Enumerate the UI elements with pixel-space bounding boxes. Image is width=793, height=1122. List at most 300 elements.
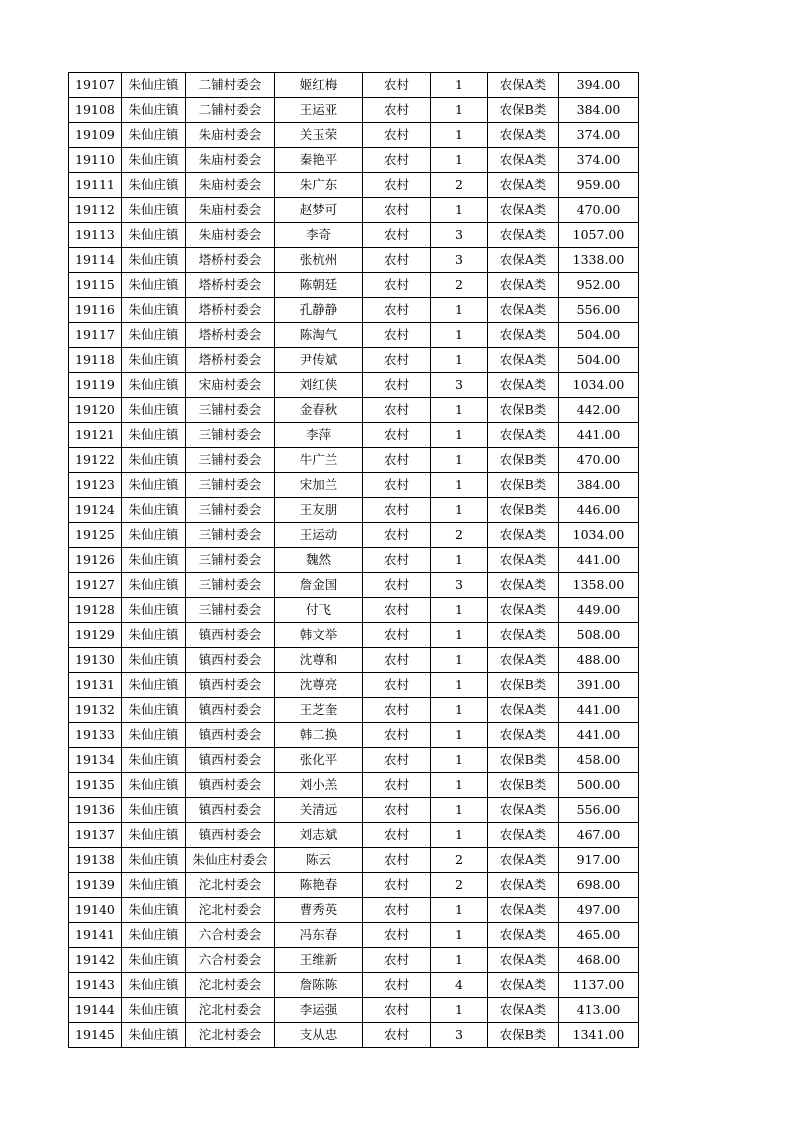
person-name-cell: 王维新 [275, 948, 363, 973]
record-id-cell: 19140 [69, 898, 122, 923]
member-count-cell: 1 [431, 448, 488, 473]
table-row [69, 648, 639, 673]
member-count-cell: 1 [431, 123, 488, 148]
village-committee-cell: 镇西村委会 [186, 773, 275, 798]
person-name-cell: 王运动 [275, 523, 363, 548]
town-cell: 朱仙庄镇 [122, 798, 186, 823]
insurance-category-cell: 农保A类 [488, 973, 559, 998]
person-name-cell: 关玉荣 [275, 123, 363, 148]
member-count-cell: 3 [431, 573, 488, 598]
household-type-cell: 农村 [363, 423, 431, 448]
table-row [69, 298, 639, 323]
town-cell: 朱仙庄镇 [122, 998, 186, 1023]
table-row [69, 148, 639, 173]
amount-cell: 1137.00 [559, 973, 639, 998]
person-name-cell: 刘志斌 [275, 823, 363, 848]
town-cell: 朱仙庄镇 [122, 723, 186, 748]
town-cell: 朱仙庄镇 [122, 948, 186, 973]
household-type-cell: 农村 [363, 373, 431, 398]
record-id-cell: 19119 [69, 373, 122, 398]
town-cell: 朱仙庄镇 [122, 398, 186, 423]
town-cell: 朱仙庄镇 [122, 848, 186, 873]
household-type-cell: 农村 [363, 623, 431, 648]
village-committee-cell: 三铺村委会 [186, 398, 275, 423]
record-id-cell: 19135 [69, 773, 122, 798]
person-name-cell: 刘小羔 [275, 773, 363, 798]
household-type-cell: 农村 [363, 698, 431, 723]
member-count-cell: 1 [431, 748, 488, 773]
town-cell: 朱仙庄镇 [122, 423, 186, 448]
member-count-cell: 1 [431, 948, 488, 973]
roster-body [69, 73, 639, 1048]
member-count-cell: 1 [431, 73, 488, 98]
town-cell: 朱仙庄镇 [122, 98, 186, 123]
household-type-cell: 农村 [363, 248, 431, 273]
household-type-cell: 农村 [363, 123, 431, 148]
household-type-cell: 农村 [363, 498, 431, 523]
amount-cell: 504.00 [559, 323, 639, 348]
record-id-cell: 19142 [69, 948, 122, 973]
amount-cell: 1034.00 [559, 373, 639, 398]
table-row [69, 273, 639, 298]
member-count-cell: 1 [431, 723, 488, 748]
village-committee-cell: 沱北村委会 [186, 973, 275, 998]
amount-cell: 504.00 [559, 348, 639, 373]
record-id-cell: 19112 [69, 198, 122, 223]
amount-cell: 556.00 [559, 798, 639, 823]
insurance-category-cell: 农保A类 [488, 623, 559, 648]
town-cell: 朱仙庄镇 [122, 648, 186, 673]
amount-cell: 959.00 [559, 173, 639, 198]
record-id-cell: 19136 [69, 798, 122, 823]
person-name-cell: 沈尊亮 [275, 673, 363, 698]
table-row [69, 1023, 639, 1048]
amount-cell: 441.00 [559, 423, 639, 448]
table-row [69, 373, 639, 398]
household-type-cell: 农村 [363, 223, 431, 248]
member-count-cell: 2 [431, 273, 488, 298]
village-committee-cell: 沱北村委会 [186, 998, 275, 1023]
table-row [69, 473, 639, 498]
table-row [69, 948, 639, 973]
member-count-cell: 1 [431, 923, 488, 948]
village-committee-cell: 沱北村委会 [186, 873, 275, 898]
town-cell: 朱仙庄镇 [122, 198, 186, 223]
town-cell: 朱仙庄镇 [122, 248, 186, 273]
member-count-cell: 3 [431, 248, 488, 273]
town-cell: 朱仙庄镇 [122, 623, 186, 648]
member-count-cell: 2 [431, 873, 488, 898]
household-type-cell: 农村 [363, 198, 431, 223]
amount-cell: 442.00 [559, 398, 639, 423]
town-cell: 朱仙庄镇 [122, 823, 186, 848]
table-row [69, 898, 639, 923]
village-committee-cell: 三铺村委会 [186, 523, 275, 548]
record-id-cell: 19125 [69, 523, 122, 548]
person-name-cell: 支从忠 [275, 1023, 363, 1048]
household-type-cell: 农村 [363, 273, 431, 298]
insurance-category-cell: 农保A类 [488, 548, 559, 573]
amount-cell: 1358.00 [559, 573, 639, 598]
insurance-category-cell: 农保A类 [488, 173, 559, 198]
member-count-cell: 1 [431, 473, 488, 498]
member-count-cell: 1 [431, 648, 488, 673]
table-row [69, 698, 639, 723]
table-row [69, 523, 639, 548]
insurance-category-cell: 农保A类 [488, 373, 559, 398]
record-id-cell: 19144 [69, 998, 122, 1023]
member-count-cell: 2 [431, 848, 488, 873]
insurance-category-cell: 农保A类 [488, 948, 559, 973]
record-id-cell: 19141 [69, 923, 122, 948]
town-cell: 朱仙庄镇 [122, 698, 186, 723]
village-committee-cell: 二铺村委会 [186, 98, 275, 123]
town-cell: 朱仙庄镇 [122, 548, 186, 573]
amount-cell: 508.00 [559, 623, 639, 648]
amount-cell: 500.00 [559, 773, 639, 798]
village-committee-cell: 三铺村委会 [186, 423, 275, 448]
record-id-cell: 19115 [69, 273, 122, 298]
household-type-cell: 农村 [363, 98, 431, 123]
insurance-category-cell: 农保B类 [488, 673, 559, 698]
amount-cell: 468.00 [559, 948, 639, 973]
person-name-cell: 关清远 [275, 798, 363, 823]
village-committee-cell: 塔桥村委会 [186, 273, 275, 298]
member-count-cell: 1 [431, 823, 488, 848]
person-name-cell: 韩文举 [275, 623, 363, 648]
person-name-cell: 张化平 [275, 748, 363, 773]
record-id-cell: 19132 [69, 698, 122, 723]
table-row [69, 923, 639, 948]
record-id-cell: 19134 [69, 748, 122, 773]
record-id-cell: 19108 [69, 98, 122, 123]
insurance-category-cell: 农保B类 [488, 498, 559, 523]
record-id-cell: 19128 [69, 598, 122, 623]
person-name-cell: 李运强 [275, 998, 363, 1023]
record-id-cell: 19133 [69, 723, 122, 748]
record-id-cell: 19143 [69, 973, 122, 998]
village-committee-cell: 塔桥村委会 [186, 248, 275, 273]
record-id-cell: 19138 [69, 848, 122, 873]
household-type-cell: 农村 [363, 598, 431, 623]
household-type-cell: 农村 [363, 73, 431, 98]
town-cell: 朱仙庄镇 [122, 873, 186, 898]
amount-cell: 449.00 [559, 598, 639, 623]
household-type-cell: 农村 [363, 398, 431, 423]
member-count-cell: 1 [431, 98, 488, 123]
village-committee-cell: 朱庙村委会 [186, 173, 275, 198]
insurance-category-cell: 农保B类 [488, 1023, 559, 1048]
record-id-cell: 19123 [69, 473, 122, 498]
member-count-cell: 2 [431, 173, 488, 198]
insurance-category-cell: 农保A类 [488, 648, 559, 673]
table-row [69, 73, 639, 98]
household-type-cell: 农村 [363, 473, 431, 498]
record-id-cell: 19145 [69, 1023, 122, 1048]
village-committee-cell: 二铺村委会 [186, 73, 275, 98]
person-name-cell: 陈艳春 [275, 873, 363, 898]
person-name-cell: 付飞 [275, 598, 363, 623]
village-committee-cell: 朱庙村委会 [186, 148, 275, 173]
town-cell: 朱仙庄镇 [122, 123, 186, 148]
member-count-cell: 1 [431, 623, 488, 648]
town-cell: 朱仙庄镇 [122, 523, 186, 548]
town-cell: 朱仙庄镇 [122, 673, 186, 698]
table-row [69, 173, 639, 198]
household-type-cell: 农村 [363, 873, 431, 898]
person-name-cell: 刘红侠 [275, 373, 363, 398]
table-row [69, 998, 639, 1023]
record-id-cell: 19116 [69, 298, 122, 323]
town-cell: 朱仙庄镇 [122, 973, 186, 998]
table-row [69, 198, 639, 223]
record-id-cell: 19126 [69, 548, 122, 573]
table-row [69, 323, 639, 348]
amount-cell: 391.00 [559, 673, 639, 698]
household-type-cell: 农村 [363, 173, 431, 198]
member-count-cell: 1 [431, 348, 488, 373]
town-cell: 朱仙庄镇 [122, 748, 186, 773]
person-name-cell: 姬红梅 [275, 73, 363, 98]
insurance-category-cell: 农保A类 [488, 598, 559, 623]
village-committee-cell: 宋庙村委会 [186, 373, 275, 398]
member-count-cell: 1 [431, 298, 488, 323]
record-id-cell: 19124 [69, 498, 122, 523]
record-id-cell: 19139 [69, 873, 122, 898]
person-name-cell: 魏然 [275, 548, 363, 573]
table-row [69, 448, 639, 473]
person-name-cell: 陈淘气 [275, 323, 363, 348]
person-name-cell: 秦艳平 [275, 148, 363, 173]
household-type-cell: 农村 [363, 523, 431, 548]
village-committee-cell: 三铺村委会 [186, 498, 275, 523]
person-name-cell: 沈尊和 [275, 648, 363, 673]
member-count-cell: 3 [431, 223, 488, 248]
table-row [69, 98, 639, 123]
table-row [69, 498, 639, 523]
household-type-cell: 农村 [363, 748, 431, 773]
record-id-cell: 19107 [69, 73, 122, 98]
household-type-cell: 农村 [363, 148, 431, 173]
roster-table [68, 72, 639, 1048]
amount-cell: 556.00 [559, 298, 639, 323]
member-count-cell: 1 [431, 773, 488, 798]
amount-cell: 413.00 [559, 998, 639, 1023]
member-count-cell: 3 [431, 1023, 488, 1048]
member-count-cell: 1 [431, 498, 488, 523]
amount-cell: 374.00 [559, 123, 639, 148]
person-name-cell: 陈云 [275, 848, 363, 873]
amount-cell: 1338.00 [559, 248, 639, 273]
member-count-cell: 2 [431, 523, 488, 548]
record-id-cell: 19121 [69, 423, 122, 448]
village-committee-cell: 塔桥村委会 [186, 348, 275, 373]
amount-cell: 1034.00 [559, 523, 639, 548]
table-row [69, 823, 639, 848]
insurance-category-cell: 农保A类 [488, 898, 559, 923]
amount-cell: 698.00 [559, 873, 639, 898]
member-count-cell: 1 [431, 798, 488, 823]
town-cell: 朱仙庄镇 [122, 298, 186, 323]
village-committee-cell: 镇西村委会 [186, 698, 275, 723]
record-id-cell: 19114 [69, 248, 122, 273]
village-committee-cell: 镇西村委会 [186, 748, 275, 773]
amount-cell: 952.00 [559, 273, 639, 298]
town-cell: 朱仙庄镇 [122, 448, 186, 473]
person-name-cell: 孔静静 [275, 298, 363, 323]
member-count-cell: 1 [431, 198, 488, 223]
amount-cell: 488.00 [559, 648, 639, 673]
insurance-category-cell: 农保A类 [488, 73, 559, 98]
member-count-cell: 1 [431, 423, 488, 448]
table-row [69, 798, 639, 823]
table-row [69, 248, 639, 273]
member-count-cell: 1 [431, 698, 488, 723]
town-cell: 朱仙庄镇 [122, 773, 186, 798]
person-name-cell: 冯东春 [275, 923, 363, 948]
amount-cell: 470.00 [559, 198, 639, 223]
household-type-cell: 农村 [363, 973, 431, 998]
household-type-cell: 农村 [363, 548, 431, 573]
village-committee-cell: 镇西村委会 [186, 648, 275, 673]
table-row [69, 573, 639, 598]
amount-cell: 394.00 [559, 73, 639, 98]
member-count-cell: 3 [431, 373, 488, 398]
insurance-category-cell: 农保A类 [488, 723, 559, 748]
household-type-cell: 农村 [363, 798, 431, 823]
household-type-cell: 农村 [363, 348, 431, 373]
village-committee-cell: 朱庙村委会 [186, 223, 275, 248]
household-type-cell: 农村 [363, 323, 431, 348]
table-row [69, 673, 639, 698]
person-name-cell: 王友朋 [275, 498, 363, 523]
village-committee-cell: 朱庙村委会 [186, 198, 275, 223]
amount-cell: 384.00 [559, 473, 639, 498]
household-type-cell: 农村 [363, 448, 431, 473]
town-cell: 朱仙庄镇 [122, 1023, 186, 1048]
record-id-cell: 19122 [69, 448, 122, 473]
insurance-category-cell: 农保A类 [488, 798, 559, 823]
record-id-cell: 19109 [69, 123, 122, 148]
village-committee-cell: 沱北村委会 [186, 898, 275, 923]
insurance-category-cell: 农保A类 [488, 198, 559, 223]
household-type-cell: 农村 [363, 1023, 431, 1048]
town-cell: 朱仙庄镇 [122, 573, 186, 598]
table-row [69, 223, 639, 248]
town-cell: 朱仙庄镇 [122, 923, 186, 948]
village-committee-cell: 三铺村委会 [186, 573, 275, 598]
village-committee-cell: 镇西村委会 [186, 673, 275, 698]
insurance-category-cell: 农保A类 [488, 298, 559, 323]
amount-cell: 458.00 [559, 748, 639, 773]
person-name-cell: 詹陈陈 [275, 973, 363, 998]
table-row [69, 623, 639, 648]
member-count-cell: 4 [431, 973, 488, 998]
town-cell: 朱仙庄镇 [122, 598, 186, 623]
village-committee-cell: 朱庙村委会 [186, 123, 275, 148]
amount-cell: 374.00 [559, 148, 639, 173]
amount-cell: 470.00 [559, 448, 639, 473]
person-name-cell: 韩二换 [275, 723, 363, 748]
insurance-category-cell: 农保A类 [488, 523, 559, 548]
insurance-category-cell: 农保B类 [488, 398, 559, 423]
table-row [69, 123, 639, 148]
record-id-cell: 19118 [69, 348, 122, 373]
person-name-cell: 朱广东 [275, 173, 363, 198]
village-committee-cell: 三铺村委会 [186, 448, 275, 473]
table-row [69, 873, 639, 898]
insurance-category-cell: 农保A类 [488, 323, 559, 348]
table-row [69, 398, 639, 423]
table-row [69, 773, 639, 798]
village-committee-cell: 三铺村委会 [186, 598, 275, 623]
insurance-category-cell: 农保B类 [488, 773, 559, 798]
household-type-cell: 农村 [363, 823, 431, 848]
table-row [69, 548, 639, 573]
insurance-category-cell: 农保A类 [488, 998, 559, 1023]
person-name-cell: 宋加兰 [275, 473, 363, 498]
amount-cell: 497.00 [559, 898, 639, 923]
insurance-category-cell: 农保A类 [488, 423, 559, 448]
amount-cell: 1341.00 [559, 1023, 639, 1048]
town-cell: 朱仙庄镇 [122, 273, 186, 298]
village-committee-cell: 朱仙庄村委会 [186, 848, 275, 873]
village-committee-cell: 三铺村委会 [186, 548, 275, 573]
member-count-cell: 1 [431, 323, 488, 348]
record-id-cell: 19137 [69, 823, 122, 848]
insurance-category-cell: 农保A类 [488, 223, 559, 248]
village-committee-cell: 塔桥村委会 [186, 323, 275, 348]
record-id-cell: 19113 [69, 223, 122, 248]
household-type-cell: 农村 [363, 723, 431, 748]
amount-cell: 441.00 [559, 698, 639, 723]
record-id-cell: 19130 [69, 648, 122, 673]
household-type-cell: 农村 [363, 573, 431, 598]
record-id-cell: 19110 [69, 148, 122, 173]
person-name-cell: 牛广兰 [275, 448, 363, 473]
village-committee-cell: 六合村委会 [186, 923, 275, 948]
insurance-category-cell: 农保A类 [488, 348, 559, 373]
member-count-cell: 1 [431, 148, 488, 173]
table-row [69, 598, 639, 623]
household-type-cell: 农村 [363, 898, 431, 923]
amount-cell: 917.00 [559, 848, 639, 873]
person-name-cell: 李奇 [275, 223, 363, 248]
person-name-cell: 詹金国 [275, 573, 363, 598]
amount-cell: 467.00 [559, 823, 639, 848]
record-id-cell: 19111 [69, 173, 122, 198]
amount-cell: 384.00 [559, 98, 639, 123]
household-type-cell: 农村 [363, 648, 431, 673]
household-type-cell: 农村 [363, 773, 431, 798]
person-name-cell: 王运亚 [275, 98, 363, 123]
town-cell: 朱仙庄镇 [122, 348, 186, 373]
insurance-category-cell: 农保B类 [488, 98, 559, 123]
insurance-category-cell: 农保A类 [488, 273, 559, 298]
table-row [69, 748, 639, 773]
amount-cell: 441.00 [559, 548, 639, 573]
table-row [69, 973, 639, 998]
insurance-category-cell: 农保A类 [488, 873, 559, 898]
village-committee-cell: 塔桥村委会 [186, 298, 275, 323]
household-type-cell: 农村 [363, 298, 431, 323]
insurance-category-cell: 农保A类 [488, 848, 559, 873]
person-name-cell: 陈朝廷 [275, 273, 363, 298]
village-committee-cell: 镇西村委会 [186, 623, 275, 648]
person-name-cell: 李萍 [275, 423, 363, 448]
insurance-category-cell: 农保A类 [488, 248, 559, 273]
amount-cell: 446.00 [559, 498, 639, 523]
